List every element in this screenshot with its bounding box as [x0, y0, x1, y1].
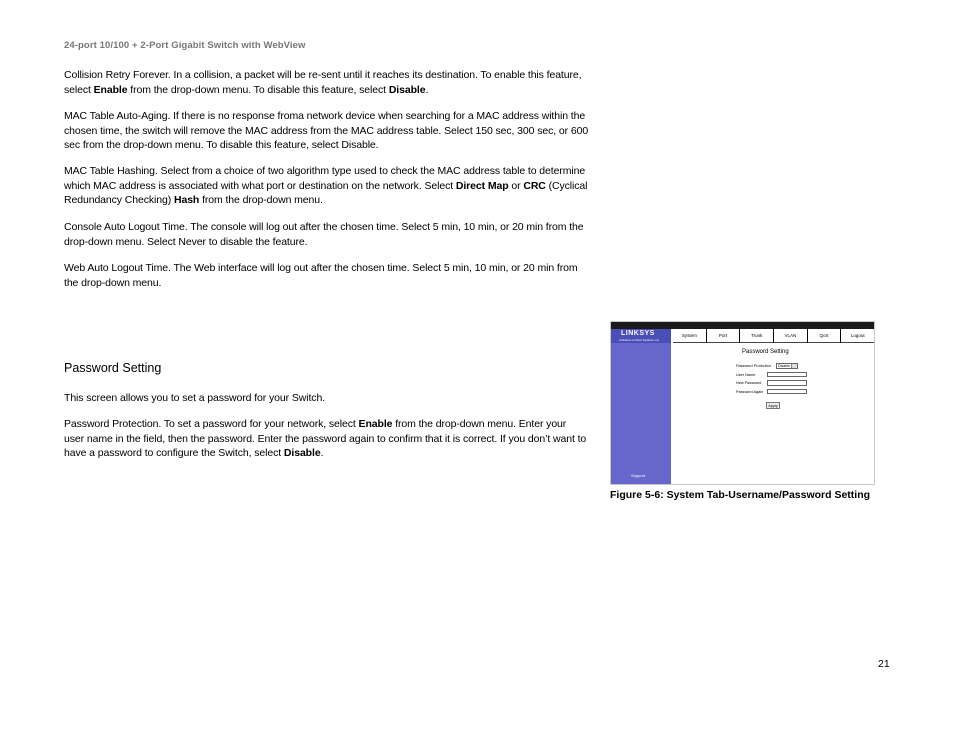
bold-text: Enable — [93, 83, 128, 96]
text: MAC Table Hashing. Select from a choice of two algorithm type used to check the MAC address table to determine which MAC address is associated with what port or destination on the network. Select — [64, 165, 586, 192]
text: . — [320, 447, 324, 459]
logo-tagline: A Division of Cisco Systems, Inc. — [619, 338, 660, 342]
bold-text: CRC — [523, 179, 546, 192]
text: from the drop-down menu. To disable this feature, select — [127, 83, 389, 96]
paragraph-password-intro: This screen allows you to set a password for your Switch. — [64, 392, 325, 404]
paragraph-password-protection — [64, 417, 589, 461]
tab-system[interactable]: System — [673, 329, 706, 343]
support-link[interactable]: Support — [631, 473, 646, 478]
section-title: Password Setting — [64, 361, 162, 375]
figure-tab-bar — [673, 329, 874, 343]
text: or — [508, 179, 524, 192]
new-password-label: New Password — [736, 381, 762, 385]
paragraph-mac-auto-aging: MAC Table Auto-Aging. If there is no response froma network device when searching for a MAC address within the chosen time, the switch will remove the MAC address from the MAC address table. Select 150 sec, 300 sec, or 600 sec from the drop-down menu. To disable this feature, select Disable. — [64, 110, 589, 151]
bold-text: Direct Map — [455, 179, 509, 192]
tab-logout[interactable]: Logout — [841, 329, 874, 343]
logo-brand: LINKSYS — [621, 330, 655, 337]
password-again-input[interactable] — [767, 389, 807, 395]
text: from the drop-down menu. Enter your user name in the field, then the password. Enter the password again to confirm that it is correct. If you don’t want to have a password to configure the Switch, select — [64, 418, 587, 459]
figure-page-title: Password Setting — [742, 349, 789, 355]
bold-text: Disable — [388, 83, 426, 96]
bold-text: Disable — [283, 447, 321, 459]
tab-port[interactable]: Port — [707, 329, 740, 343]
text: . — [425, 83, 429, 96]
linksys-logo — [611, 329, 671, 343]
user-name-label: User Name — [736, 372, 756, 377]
select-value: Disable — [778, 364, 790, 368]
apply-button[interactable]: Apply — [766, 402, 780, 409]
text: Collision Retry Forever. In a collision, a packet will be re-sent until it reaches its destination. To enable this feature, select — [64, 69, 582, 96]
paragraph-console-logout: Console Auto Logout Time. The console will log out after the chosen time. Select 5 min, 10 min, or 20 min from the drop-down menu. Select Never to disable the feature. — [64, 221, 584, 248]
password-protection-label: Password Protection — [736, 364, 771, 368]
paragraph-mac-hashing — [64, 164, 589, 208]
paragraph-collision-retry — [64, 68, 589, 97]
bold-text: Enable — [358, 418, 393, 430]
chevron-down-icon — [791, 364, 797, 368]
user-name-input[interactable] — [767, 372, 807, 378]
paragraph-web-logout: Web Auto Logout Time. The Web interface will log out after the chosen time. Select 5 min, 10 min, or 20 min from the drop-down menu. — [64, 262, 578, 289]
tab-trunk[interactable]: Trunk — [740, 329, 773, 343]
text: (Cyclical Redundancy Checking) — [64, 179, 588, 206]
password-protection-select[interactable] — [776, 363, 798, 369]
text: from the drop-down menu. — [199, 194, 323, 206]
running-header: 24-port 10/100 + 2-Port Gigabit Switch with WebView — [64, 40, 306, 51]
tab-vlan[interactable]: VLAN — [774, 329, 807, 343]
text: Password Protection. To set a password for your network, select — [64, 418, 359, 430]
tab-qos[interactable]: QoS — [808, 329, 841, 343]
figure-caption: Figure 5-6: System Tab-Username/Password Setting — [610, 489, 871, 501]
bold-text: Hash — [173, 194, 200, 206]
figure-top-bar — [611, 322, 874, 329]
new-password-input[interactable] — [767, 380, 807, 386]
page-number: 21 — [878, 658, 890, 670]
figure-sidebar — [611, 343, 671, 484]
figure-screenshot — [610, 321, 875, 485]
password-again-label: Password Again — [736, 389, 764, 394]
